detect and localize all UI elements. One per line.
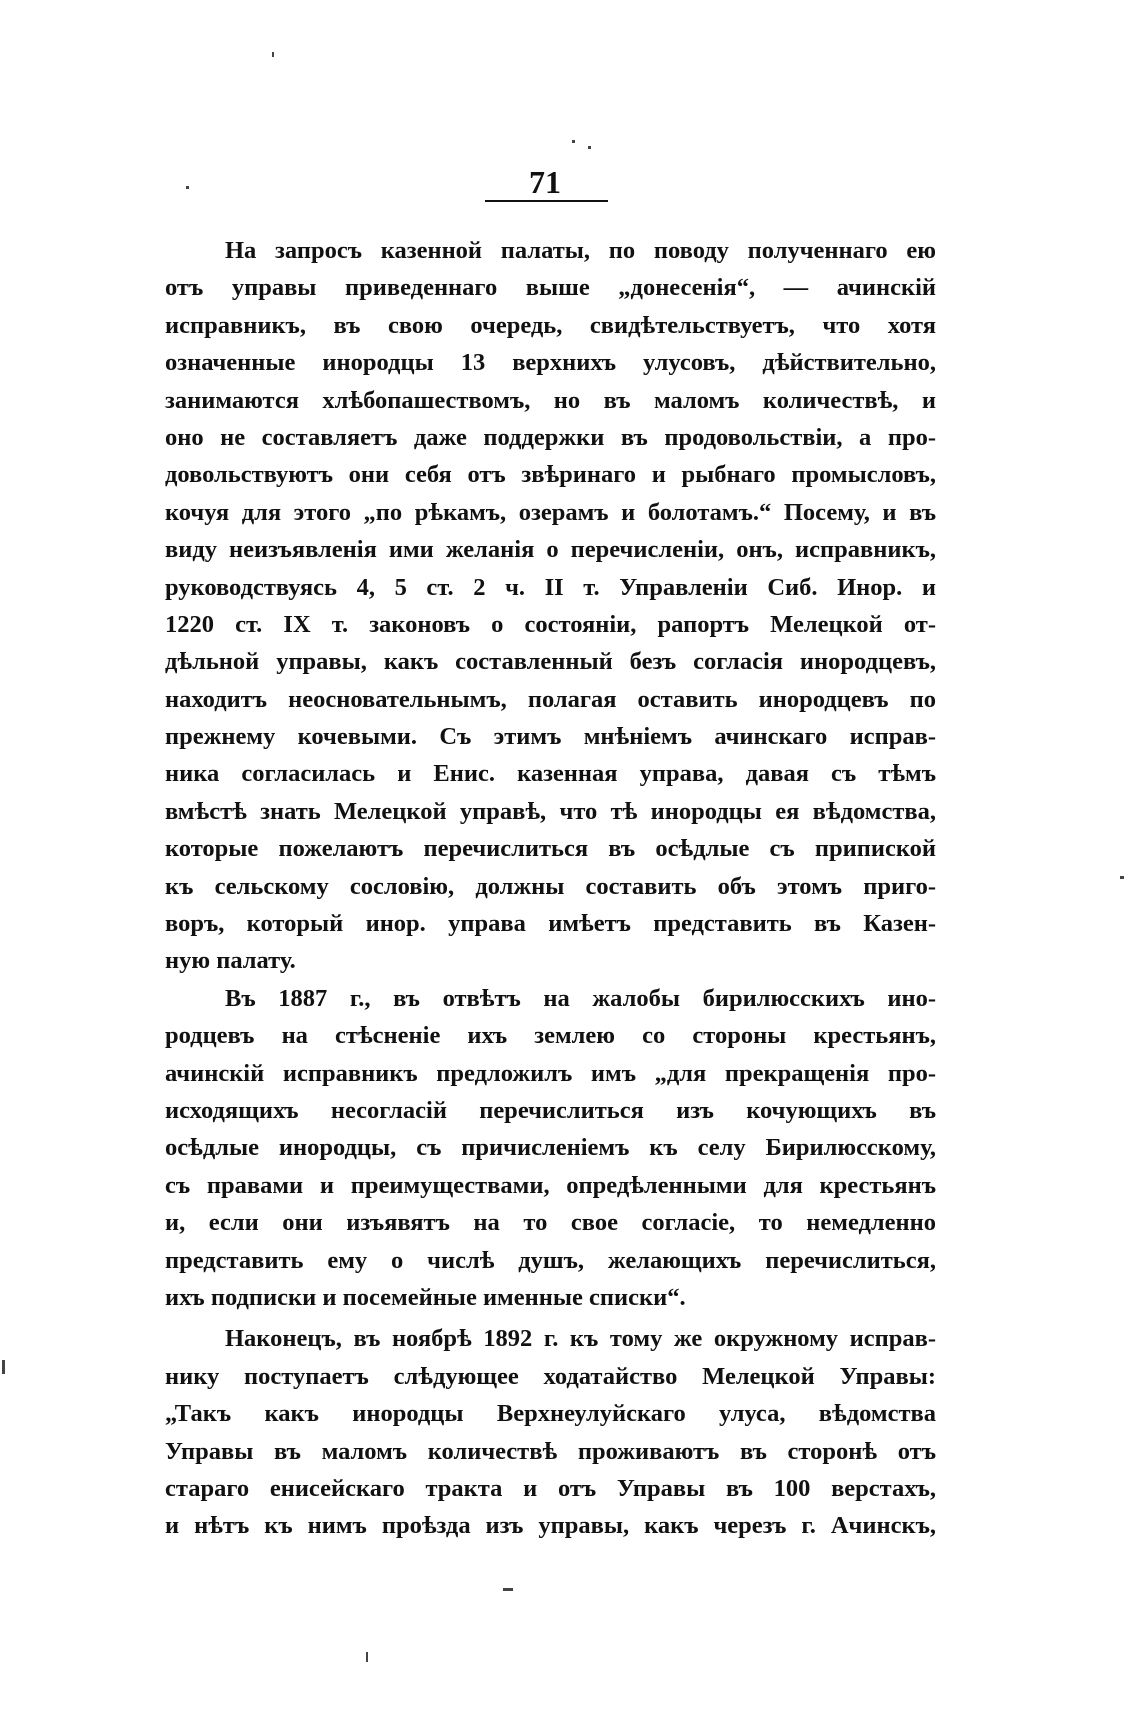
body-text [165, 232, 936, 1545]
text-line: означенные инородцы 13 верхнихъ улусовъ, дѣйствительно, [165, 349, 936, 377]
scan-speck [2, 1360, 5, 1374]
text-line: и, если они изъявятъ на то свое согласіе, то немедленно [165, 1209, 936, 1237]
text-line: которые пожелаютъ перечислиться въ осѣдлые съ припиской [165, 835, 936, 863]
text-line: оно не составляетъ даже поддержки въ продовольствіи, а про- [165, 423, 936, 451]
page-number-rule [485, 200, 608, 202]
text-line: ачинскій исправникъ предложилъ имъ „для прекращенія про- [165, 1059, 936, 1087]
text-line: отъ управы приведеннаго выше „донесенія“, — ачинскій [165, 274, 936, 302]
text-line: довольствуютъ они себя отъ звѣринаго и рыбнаго промысловъ, [165, 461, 936, 489]
text-line: стараго енисейскаго тракта и отъ Управы въ 100 верстахъ, [165, 1474, 936, 1502]
text-line: исходящихъ несогласій перечислиться изъ кочующихъ въ [165, 1096, 936, 1124]
scan-speck [1120, 876, 1124, 879]
scan-speck [503, 1588, 513, 1591]
text-line: руководствуясь 4, 5 ст. 2 ч. II т. Управленіи Сиб. Инор. и [165, 573, 936, 601]
text-line: Въ 1887 г., въ отвѣтъ на жалобы бирилюсскихъ ино- [225, 984, 936, 1012]
text-line: вмѣстѣ знать Мелецкой управѣ, что тѣ инородцы ея вѣдомства, [165, 797, 936, 825]
scan-speck [588, 146, 591, 149]
page-number: 71 [529, 164, 561, 200]
text-line: находитъ неосновательнымъ, полагая оставить инородцевъ по [165, 685, 936, 713]
text-line: родцевъ на стѣсненіе ихъ землею со стороны крестьянъ, [165, 1022, 936, 1050]
text-line: осѣдлые инородцы, съ причисленіемъ къ селу Бирилюсскому, [165, 1134, 936, 1162]
text-line: Наконецъ, въ ноябрѣ 1892 г. къ тому же окружному исправ- [225, 1325, 936, 1353]
text-line: ихъ подписки и посемейные именные списки“. [165, 1283, 686, 1311]
text-line: прежнему кочевыми. Съ этимъ мнѣніемъ ачинскаго исправ- [165, 723, 936, 751]
text-line: къ сельскому сословію, должны составить объ этомъ приго- [165, 872, 936, 900]
scan-speck [186, 186, 189, 189]
scan-speck [366, 1652, 368, 1662]
text-line: „Такъ какъ инородцы Верхнеулуйскаго улуса, вѣдомства [165, 1400, 936, 1428]
text-line: и нѣтъ къ нимъ проѣзда изъ управы, какъ черезъ г. Ачинскъ, [165, 1512, 936, 1540]
text-line: представить ему о числѣ душъ, желающихъ перечислиться, [165, 1246, 936, 1274]
text-line: кочуя для этого „по рѣкамъ, озерамъ и болотамъ.“ Посему, и въ [165, 498, 936, 526]
text-line: съ правами и преимуществами, опредѣленными для крестьянъ [165, 1171, 936, 1199]
text-line: ника согласилась и Енис. казенная управа, давая съ тѣмъ [165, 760, 936, 788]
text-line: дѣльной управы, какъ составленный безъ согласія инородцевъ, [165, 648, 936, 676]
text-line: Управы въ маломъ количествѣ проживаютъ въ сторонѣ отъ [165, 1437, 936, 1465]
text-line: ную палату. [165, 947, 296, 975]
scan-speck [272, 52, 274, 57]
text-line: исправникъ, въ свою очередь, свидѣтельствуетъ, что хотя [165, 311, 936, 339]
text-line: занимаются хлѣбопашествомъ, но въ маломъ количествѣ, и [165, 386, 936, 414]
text-line: виду неизъявленія ими желанія о перечисленіи, онъ, исправникъ, [165, 536, 936, 564]
text-line: нику поступаетъ слѣдующее ходатайство Мелецкой Управы: [165, 1362, 936, 1390]
text-line: На запросъ казенной палаты, по поводу полученнаго ею [225, 237, 936, 264]
scan-speck [572, 140, 575, 143]
text-line: 1220 ст. IX т. законовъ о состояніи, рапортъ Мелецкой от- [165, 610, 936, 638]
text-line: воръ, который инор. управа имѣетъ представить въ Казен- [165, 910, 936, 938]
